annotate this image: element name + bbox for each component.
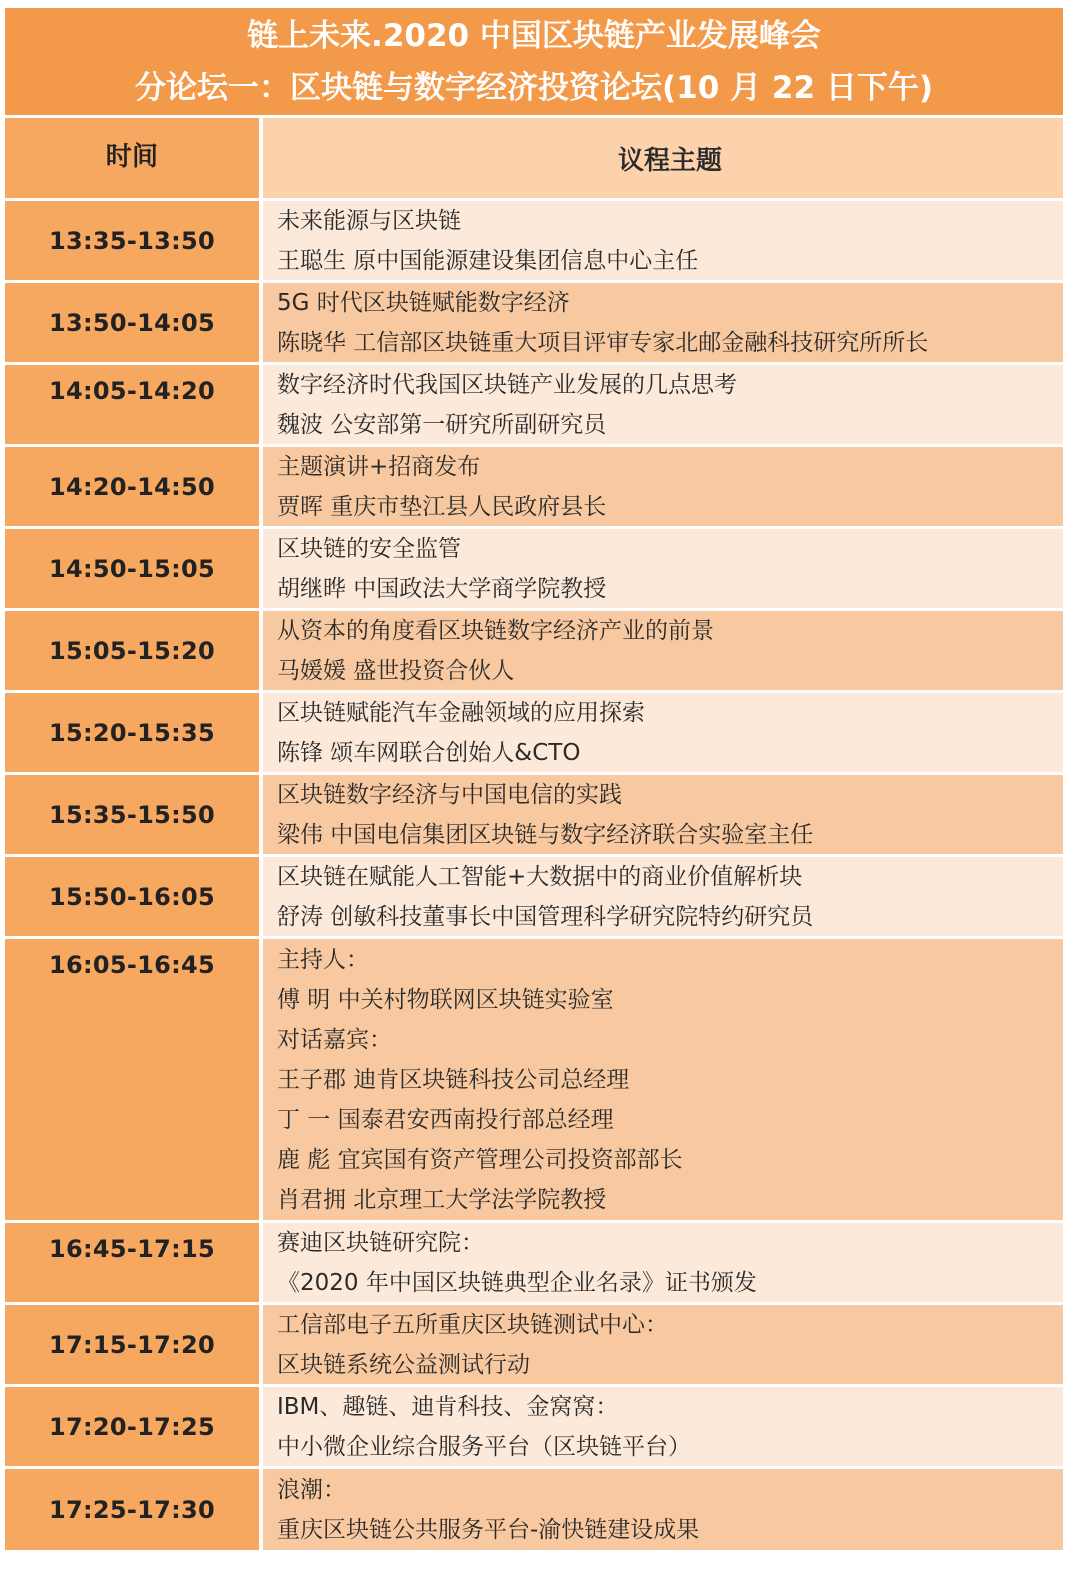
topic-detail: 重庆区块链公共服务平台-渝快链建设成果 [277,1516,700,1543]
time-slot: 17:15-17:20 [5,1305,263,1384]
topic-detail: 贾晖 重庆市垫江县人民政府县长 [277,493,607,520]
topic-title: 区块链数字经济与中国电信的实践 [277,781,622,808]
table-row [5,1305,1063,1387]
time-slot: 17:20-17:25 [5,1387,263,1466]
topic-detail: 胡继晔 中国政法大学商学院教授 [277,575,607,602]
topic-title: 数字经济时代我国区块链产业发展的几点思考 [277,371,737,398]
table-row [5,611,1063,693]
table-row [5,939,1063,1223]
table-row [5,775,1063,857]
topic-detail: 《2020 年中国区块链典型企业名录》证书颁发 [277,1269,757,1296]
table-header-row [5,118,1063,201]
topic-detail: 对话嘉宾： [277,1026,392,1053]
time-slot: 14:20-14:50 [5,447,263,526]
time-slot: 14:05-14:20 [5,365,263,444]
agenda-topic [263,1305,1063,1384]
topic-title: 区块链在赋能人工智能+大数据中的商业价值解析块 [277,863,803,890]
topic-title: 主持人： [277,946,369,973]
header-topic: 议程主题 [263,118,1063,198]
topic-title: 工信部电子五所重庆区块链测试中心： [277,1311,668,1338]
time-slot: 13:35-13:50 [5,201,263,280]
topic-detail: 舒涛 创敏科技董事长中国管理科学研究院特约研究员 [277,903,814,930]
time-slot: 15:50-16:05 [5,857,263,936]
agenda-topic [263,611,1063,690]
topic-title: 浪潮： [277,1476,346,1503]
agenda-title [5,8,1063,118]
table-row [5,447,1063,529]
forum-subtitle: 分论坛一：区块链与数字经济投资论坛(10 月 22 日下午) [135,69,933,106]
topic-detail: 马媛媛 盛世投资合伙人 [277,657,515,684]
topic-detail: 肖君拥 北京理工大学法学院教授 [277,1186,607,1213]
topic-title: 赛迪区块链研究院： [277,1229,484,1256]
agenda-table [5,8,1063,1552]
agenda-topic [263,693,1063,772]
summit-title: 链上未来.2020 中国区块链产业发展峰会 [247,17,821,54]
header-time: 时间 [5,118,263,198]
agenda-topic [263,1223,1063,1302]
topic-detail: 傅 明 中关村物联网区块链实验室 [277,986,614,1013]
topic-title: 区块链的安全监管 [277,535,461,562]
agenda-topic [263,201,1063,280]
agenda-topic [263,939,1063,1220]
time-slot: 15:20-15:35 [5,693,263,772]
table-row [5,529,1063,611]
topic-detail: 鹿 彪 宜宾国有资产管理公司投资部部长 [277,1146,683,1173]
agenda-topic [263,1387,1063,1466]
agenda-topic [263,529,1063,608]
topic-detail: 陈晓华 工信部区块链重大项目评审专家北邮金融科技研究所所长 [277,329,929,356]
table-row [5,1387,1063,1469]
table-row [5,283,1063,365]
topic-detail: 丁 一 国泰君安西南投行部总经理 [277,1106,614,1133]
time-slot: 14:50-15:05 [5,529,263,608]
topic-detail: 中小微企业综合服务平台（区块链平台） [277,1433,691,1460]
agenda-rows [5,201,1063,1550]
time-slot: 15:05-15:20 [5,611,263,690]
topic-detail: 陈锋 颂车网联合创始人&CTO [277,739,581,766]
time-slot: 16:45-17:15 [5,1223,263,1302]
topic-title: 从资本的角度看区块链数字经济产业的前景 [277,617,714,644]
table-row [5,365,1063,447]
topic-title: 区块链赋能汽车金融领域的应用探索 [277,699,645,726]
time-slot: 17:25-17:30 [5,1469,263,1550]
time-slot: 13:50-14:05 [5,283,263,362]
topic-title: IBM、趣链、迪肯科技、金窝窝： [277,1393,619,1420]
table-row [5,857,1063,939]
table-row [5,201,1063,283]
topic-detail: 区块链系统公益测试行动 [277,1351,530,1378]
topic-title: 未来能源与区块链 [277,207,461,234]
topic-title: 5G 时代区块链赋能数字经济 [277,289,570,316]
agenda-topic [263,447,1063,526]
table-row [5,1469,1063,1550]
topic-detail: 王聪生 原中国能源建设集团信息中心主任 [277,247,699,274]
topic-detail: 梁伟 中国电信集团区块链与数字经济联合实验室主任 [277,821,814,848]
topic-title: 主题演讲+招商发布 [277,453,481,480]
agenda-topic [263,365,1063,444]
agenda-topic [263,775,1063,854]
agenda-topic [263,1469,1063,1550]
topic-detail: 魏波 公安部第一研究所副研究员 [277,411,607,438]
time-slot: 15:35-15:50 [5,775,263,854]
table-row [5,693,1063,775]
table-row [5,1223,1063,1305]
agenda-topic [263,857,1063,936]
time-slot: 16:05-16:45 [5,939,263,1220]
agenda-topic [263,283,1063,362]
topic-detail: 王子郡 迪肯区块链科技公司总经理 [277,1066,630,1093]
